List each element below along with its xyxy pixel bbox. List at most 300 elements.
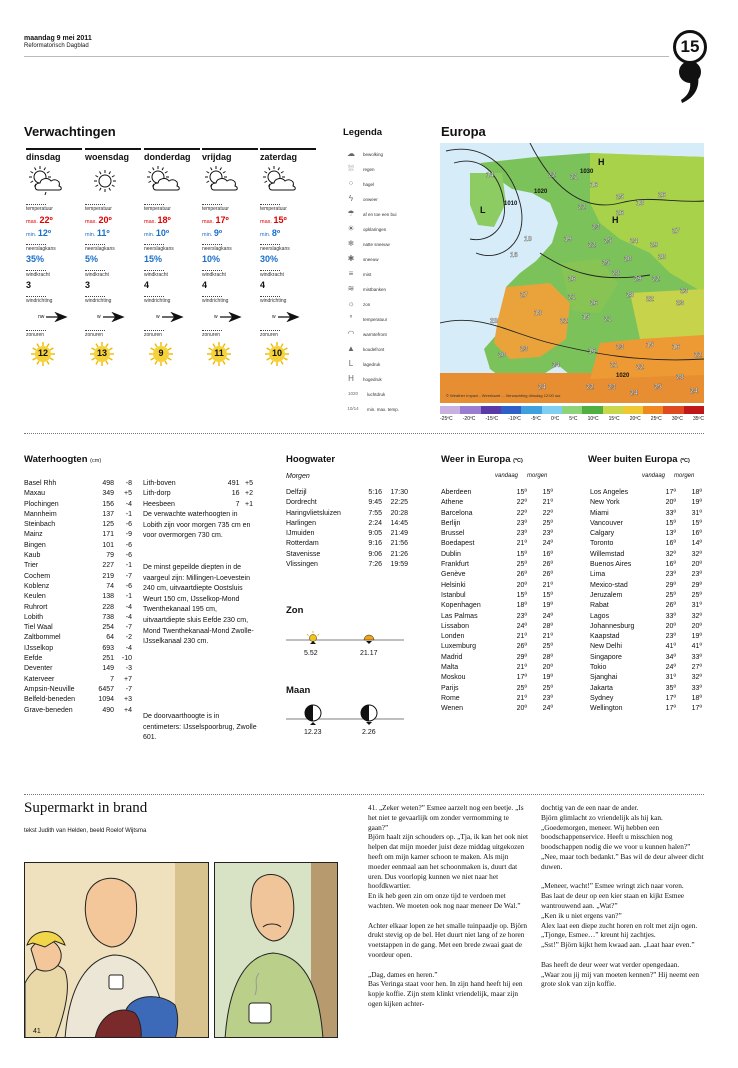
comic-illustration-left (25, 863, 209, 1038)
map-temperature: 21 (610, 362, 618, 369)
comma-logo-icon (676, 60, 704, 104)
map-temperature: 24 (552, 362, 560, 369)
table-row (590, 612, 704, 622)
table-cell: Katerveer (24, 675, 55, 683)
legend-item (345, 208, 397, 220)
legend-item (345, 178, 374, 190)
forecast-day (202, 148, 258, 367)
wind-direction-label: windrichting (202, 298, 229, 304)
table-cell: Ampsin-Neuville (24, 685, 75, 693)
table-cell: Madrid (441, 653, 463, 661)
precip-value: 35% (26, 254, 45, 264)
table-cell: -3 (125, 665, 132, 673)
table-cell: Buenos Aires (590, 561, 632, 569)
table-cell: +4 (124, 706, 132, 714)
legend-label: mistbanken (363, 286, 387, 292)
sun-icon: ☼ (347, 299, 355, 308)
legend-label: koudefront (363, 346, 385, 352)
legend-label: luchtdruk (367, 391, 386, 397)
divider (85, 330, 105, 331)
divider (144, 270, 164, 271)
warm-front-icon: ◠ (347, 329, 355, 338)
table-cell: -6 (125, 521, 132, 529)
table-cell: Wenen (441, 705, 464, 713)
table-cell: 25º (665, 591, 676, 599)
max-label: max. (144, 219, 158, 225)
legend-item (345, 358, 380, 370)
table-cell: Lobith (24, 613, 44, 621)
waterhoogten-title: Waterhoogten (cm) (24, 454, 102, 465)
map-temperature: 22 (636, 364, 644, 371)
table-cell: Calgary (590, 530, 615, 538)
table-row (24, 664, 132, 674)
table-cell: -1 (125, 562, 132, 570)
table-cell: Helsinki (441, 581, 466, 589)
sun-cloud-rain-icon (26, 166, 66, 196)
waterhoogten-clearance-text: De doorvaarthoogte is in centimeters: IJsselspoorbrug, Zwolle 601. (143, 713, 257, 742)
table-cell: 21º (516, 540, 527, 548)
temperature-scale-labels (440, 416, 704, 422)
map-temperature: 26 (658, 192, 666, 199)
table-cell: Lima (590, 571, 606, 579)
weer-buiten-table (590, 488, 704, 715)
table-cell: 25º (542, 643, 553, 651)
table-cell: Johannesburg (590, 622, 635, 630)
table-row (590, 570, 704, 580)
legend-item (345, 193, 378, 205)
table-cell: 25º (542, 684, 553, 692)
table-cell: +2 (245, 490, 253, 498)
table-row (441, 509, 555, 519)
comic-panel-right (214, 862, 338, 1038)
divider (144, 296, 164, 297)
table-cell: Vancouver (590, 519, 623, 527)
legend-label: onweer (363, 196, 378, 202)
divider (26, 296, 46, 297)
table-cell: Tokio (590, 664, 607, 672)
table-cell: Los Angeles (590, 489, 629, 496)
max-temp (26, 215, 82, 225)
table-cell: 15º (542, 591, 553, 599)
table-cell: 137 (102, 510, 114, 518)
table-cell: 228 (102, 603, 114, 611)
scale-label: -25ºC (440, 416, 453, 422)
table-row (286, 509, 408, 519)
table-cell: 498 (102, 480, 114, 487)
table-cell: 23º (516, 612, 527, 620)
scale-label: 20ºC (629, 416, 641, 422)
table-cell: Trier (24, 562, 39, 570)
table-cell: Willemstad (590, 550, 625, 558)
map-temperature: 18 (534, 310, 542, 317)
sunrise-time: 5.52 (304, 650, 318, 657)
legend-label: af en toe een bui (363, 211, 397, 217)
table-cell: 25º (516, 684, 527, 692)
sun-hours-label: zonuren (144, 332, 163, 338)
table-row (441, 673, 555, 683)
precip-value: 5% (85, 254, 99, 264)
table-cell: 16º (542, 550, 553, 558)
sun-hours-badge (30, 341, 56, 367)
forecast-day (144, 148, 200, 367)
table-row (441, 684, 555, 694)
table-cell: 9:45 (368, 499, 382, 507)
table-cell: Boedapest (441, 540, 475, 548)
table-cell: 28º (542, 622, 553, 630)
table-cell: Las Palmas (441, 612, 478, 620)
map-temperature: 26 (568, 276, 576, 283)
table-cell: 26º (542, 561, 553, 569)
table-cell: 20º (691, 622, 702, 630)
map-temperature: 22 (548, 172, 556, 179)
comic-panel-number: 41 (33, 1028, 41, 1035)
sun-hours-badge (89, 341, 115, 367)
table-cell: 156 (102, 500, 114, 508)
table-cell: 21:26 (390, 550, 408, 558)
map-temperature: 16 (590, 182, 598, 189)
table-cell: Barcelona (441, 509, 473, 517)
table-cell: 21º (516, 694, 527, 702)
table-row (590, 550, 704, 560)
hoogwater-subtitle: Morgen (286, 473, 310, 480)
max-temp (85, 215, 141, 225)
wind-arrow-icon (46, 312, 68, 322)
min-label: min. (202, 232, 214, 238)
table-cell: 254 (102, 624, 114, 632)
weer-europa-col-tomorrow: morgen (527, 473, 548, 479)
table-row (441, 570, 555, 580)
table-row (24, 675, 132, 685)
table-cell: 16º (665, 561, 676, 569)
table-cell: 9:05 (368, 530, 382, 538)
table-row (590, 684, 704, 694)
table-cell: 1094 (98, 696, 114, 704)
rain-icon: ⛆ (347, 164, 355, 173)
table-row (24, 582, 132, 592)
table-cell: 17º (516, 674, 527, 682)
table-cell: 17:30 (390, 489, 408, 496)
legend-label: bewolking (363, 151, 384, 157)
temperature-label: temperatuur (85, 206, 112, 212)
max-value: 15º (273, 215, 287, 225)
table-cell: 15º (516, 489, 527, 496)
table-cell: 25º (516, 561, 527, 569)
table-row (441, 560, 555, 570)
precip-value: 30% (260, 254, 279, 264)
sun-cloud-icon (144, 166, 184, 196)
table-row (441, 581, 555, 591)
min-value: 10º (155, 228, 170, 238)
table-cell: -10 (121, 655, 132, 663)
table-cell: 171 (102, 531, 114, 539)
divider (85, 270, 105, 271)
wind-direction-value: w (97, 314, 101, 320)
table-cell: 21:56 (390, 540, 408, 548)
divider (202, 296, 222, 297)
table-cell: 14:45 (390, 519, 408, 527)
legend-label: min. max. temp. (367, 406, 400, 412)
map-temperature: 23 (592, 224, 600, 231)
table-cell: 23º (665, 571, 676, 579)
table-cell: 29º (665, 581, 676, 589)
header-rule (24, 56, 669, 57)
table-cell: 19º (691, 633, 702, 641)
min-value: 12º (37, 228, 52, 238)
legend-label: sneeuw (363, 256, 379, 262)
waterhoogten-table-right (143, 479, 253, 510)
table-row (24, 489, 132, 499)
map-temperature: 22 (652, 276, 660, 283)
table-cell: Mainz (24, 531, 43, 539)
max-temp (260, 215, 316, 225)
map-temperature: 14 (486, 172, 494, 179)
scale-label: 30ºC (671, 416, 683, 422)
wind-direction (260, 310, 316, 324)
legend-item (345, 238, 390, 250)
table-cell: 20:28 (390, 509, 408, 517)
table-cell: -8 (125, 480, 132, 487)
sleet-icon: ❄ (347, 239, 355, 248)
table-cell: 23º (516, 530, 527, 538)
table-cell: 14º (691, 540, 702, 548)
table-cell: Londen (441, 633, 465, 641)
table-row (441, 642, 555, 652)
table-cell: 7 (110, 675, 114, 683)
moonrise-time: 12.23 (304, 729, 322, 736)
scale-swatch (440, 406, 460, 414)
wind-direction-label: windrichting (144, 298, 171, 304)
table-cell: 2:24 (368, 519, 382, 527)
page-number: 15 (673, 30, 707, 64)
table-cell: 35º (665, 684, 676, 692)
table-cell: Istanbul (441, 591, 466, 599)
max-value: 22º (39, 215, 53, 225)
weer-buiten-col-tomorrow: morgen (674, 473, 695, 479)
table-row (590, 673, 704, 683)
wind-direction-label: windrichting (85, 298, 112, 304)
table-cell: -1 (125, 593, 132, 601)
table-row (441, 612, 555, 622)
table-cell: Belfeld-beneden (24, 696, 75, 704)
table-cell: 32º (691, 612, 702, 620)
table-cell: 490 (102, 706, 114, 714)
divider (260, 270, 280, 271)
forecast-day (85, 148, 141, 367)
low-pressure-marker: L (480, 205, 486, 215)
table-row (24, 603, 132, 613)
table-row (590, 560, 704, 570)
legend-item (345, 388, 385, 400)
table-cell: 32º (691, 674, 702, 682)
table-cell: 20º (516, 581, 527, 589)
table-cell: Lagos (590, 612, 610, 620)
min-temp (260, 228, 316, 238)
wind-direction-value: nw (38, 314, 45, 320)
table-cell: 32º (665, 550, 676, 558)
table-cell: 17º (665, 705, 676, 713)
snow-icon: ✱ (347, 254, 355, 263)
table-cell: 31º (691, 509, 702, 517)
map-temperature: 27 (672, 228, 680, 235)
min-temp (144, 228, 200, 238)
weer-buiten-col-today: vandaag (642, 473, 666, 479)
max-label: max. (85, 219, 99, 225)
table-row (24, 613, 132, 623)
map-temperature: 18 (636, 200, 644, 207)
table-cell: +5 (245, 480, 253, 487)
scale-label: -20ºC (462, 416, 476, 422)
table-cell: 149 (102, 665, 114, 673)
hail-icon: ⁘ (347, 179, 355, 188)
map-temperature: 22 (578, 204, 586, 211)
table-cell: 227 (102, 562, 114, 570)
precip-label: neerslagkans (85, 246, 115, 252)
table-cell: 23º (542, 694, 553, 702)
table-cell: Jakarta (590, 684, 613, 692)
table-cell: Kaub (24, 552, 41, 560)
table-cell: 21º (516, 664, 527, 672)
table-row (590, 663, 704, 673)
legend-item (345, 253, 379, 265)
moonrise-icon (305, 705, 321, 725)
table-cell: 21º (542, 633, 553, 641)
map-temperature: 26 (590, 300, 598, 307)
table-cell: 101 (102, 541, 114, 549)
high-pressure-marker: H (598, 157, 605, 167)
table-cell: 13º (665, 530, 676, 538)
legend-item (345, 298, 370, 310)
table-cell: 33º (665, 509, 676, 517)
table-cell: -7 (125, 624, 132, 632)
min-label: min. (260, 232, 272, 238)
divider (260, 244, 280, 245)
precip-label: neerslagkans (260, 246, 290, 252)
table-cell: 20º (665, 622, 676, 630)
wind-force-value: 4 (260, 280, 266, 290)
table-cell: Berlijn (441, 519, 461, 527)
map-temperature: 28 (676, 374, 684, 381)
divider (26, 270, 46, 271)
map-credit: © Weather Impact - Weerkaart ... Verwachting dinsdag 12:00 uur (446, 393, 561, 398)
table-cell: Kaapstad (590, 633, 620, 641)
table-row (24, 541, 132, 551)
divider (260, 330, 280, 331)
day-name: vrijdag (202, 148, 258, 162)
legend-label: temperatuur (363, 316, 388, 322)
max-temp (144, 215, 200, 225)
scale-swatch (663, 406, 683, 414)
table-cell: Frankfurt (441, 561, 470, 569)
table-cell: 125 (102, 521, 114, 529)
map-temperature: 23 (680, 288, 688, 295)
wind-direction (202, 310, 258, 324)
table-row (24, 644, 132, 654)
map-temperature: 28 (626, 292, 634, 299)
scale-label: 5ºC (569, 416, 578, 422)
scale-swatch (501, 406, 521, 414)
hoogwater-table (286, 488, 408, 570)
table-cell: 17º (665, 489, 676, 496)
sunset-time: 21.17 (360, 650, 378, 657)
table-row (286, 560, 408, 570)
table-cell: 29º (691, 581, 702, 589)
day-name: woensdag (85, 148, 141, 162)
table-cell: 15º (516, 591, 527, 599)
scale-swatch (582, 406, 602, 414)
table-cell: +5 (124, 490, 132, 498)
table-cell: Koblenz (24, 582, 50, 590)
divider (202, 244, 222, 245)
map-temperature: 16 (510, 252, 518, 259)
table-row (590, 642, 704, 652)
table-row (590, 529, 704, 539)
map-temperature: 15 (646, 342, 654, 349)
wind-direction-value: w (214, 314, 218, 320)
table-row (24, 706, 132, 716)
divider (202, 270, 222, 271)
moonset-time: 2.26 (362, 729, 376, 736)
table-cell: Stavenisse (286, 550, 321, 558)
min-temp (85, 228, 141, 238)
legend-label: mist (363, 271, 372, 277)
table-cell: Ruhrort (24, 603, 48, 611)
table-row (441, 632, 555, 642)
map-temperature: 24 (630, 238, 638, 245)
legend-item (345, 343, 384, 355)
table-cell: Grave-beneden (24, 706, 73, 714)
wind-force-value: 4 (202, 280, 208, 290)
table-cell: 22º (516, 499, 527, 507)
map-pressure-value: 1030 (580, 169, 594, 175)
min-temp (202, 228, 258, 238)
divider (144, 330, 164, 331)
table-row (24, 551, 132, 561)
map-pressure-value: 1010 (504, 201, 518, 207)
table-cell: Kopenhagen (441, 602, 481, 610)
sun-hours-label: zonuren (202, 332, 221, 338)
map-temperature: 24 (630, 390, 638, 397)
map-temperature: 22 (588, 242, 596, 249)
legend-title: Legenda (343, 127, 383, 138)
table-cell: 33º (665, 612, 676, 620)
wind-force-label: windkracht (260, 272, 284, 278)
wind-direction-label: windrichting (260, 298, 287, 304)
table-cell: 15º (665, 519, 676, 527)
table-cell: IJsselkop (24, 644, 54, 652)
table-cell: -6 (125, 582, 132, 590)
max-label: max. (260, 219, 274, 225)
sun-icon (85, 166, 125, 196)
precip-label: neerslagkans (202, 246, 232, 252)
map-temperature: 24 (538, 384, 546, 391)
map-temperature: 24 (690, 388, 698, 395)
legend-label: regen (363, 166, 375, 172)
min-temp (26, 228, 82, 238)
table-cell: Delfzijl (286, 489, 307, 496)
table-row (24, 479, 132, 489)
table-cell: -6 (125, 552, 132, 560)
table-row (441, 601, 555, 611)
wind-arrow-icon (162, 312, 184, 322)
table-cell: Sydney (590, 694, 614, 702)
map-temperature: 22 (694, 352, 702, 359)
temperature-icon: ° (349, 314, 353, 323)
table-cell: 74 (106, 582, 114, 590)
table-cell: New Delhi (590, 643, 622, 651)
table-cell: Lissabon (441, 622, 470, 630)
max-value: 17º (215, 215, 229, 225)
divider (26, 330, 46, 331)
